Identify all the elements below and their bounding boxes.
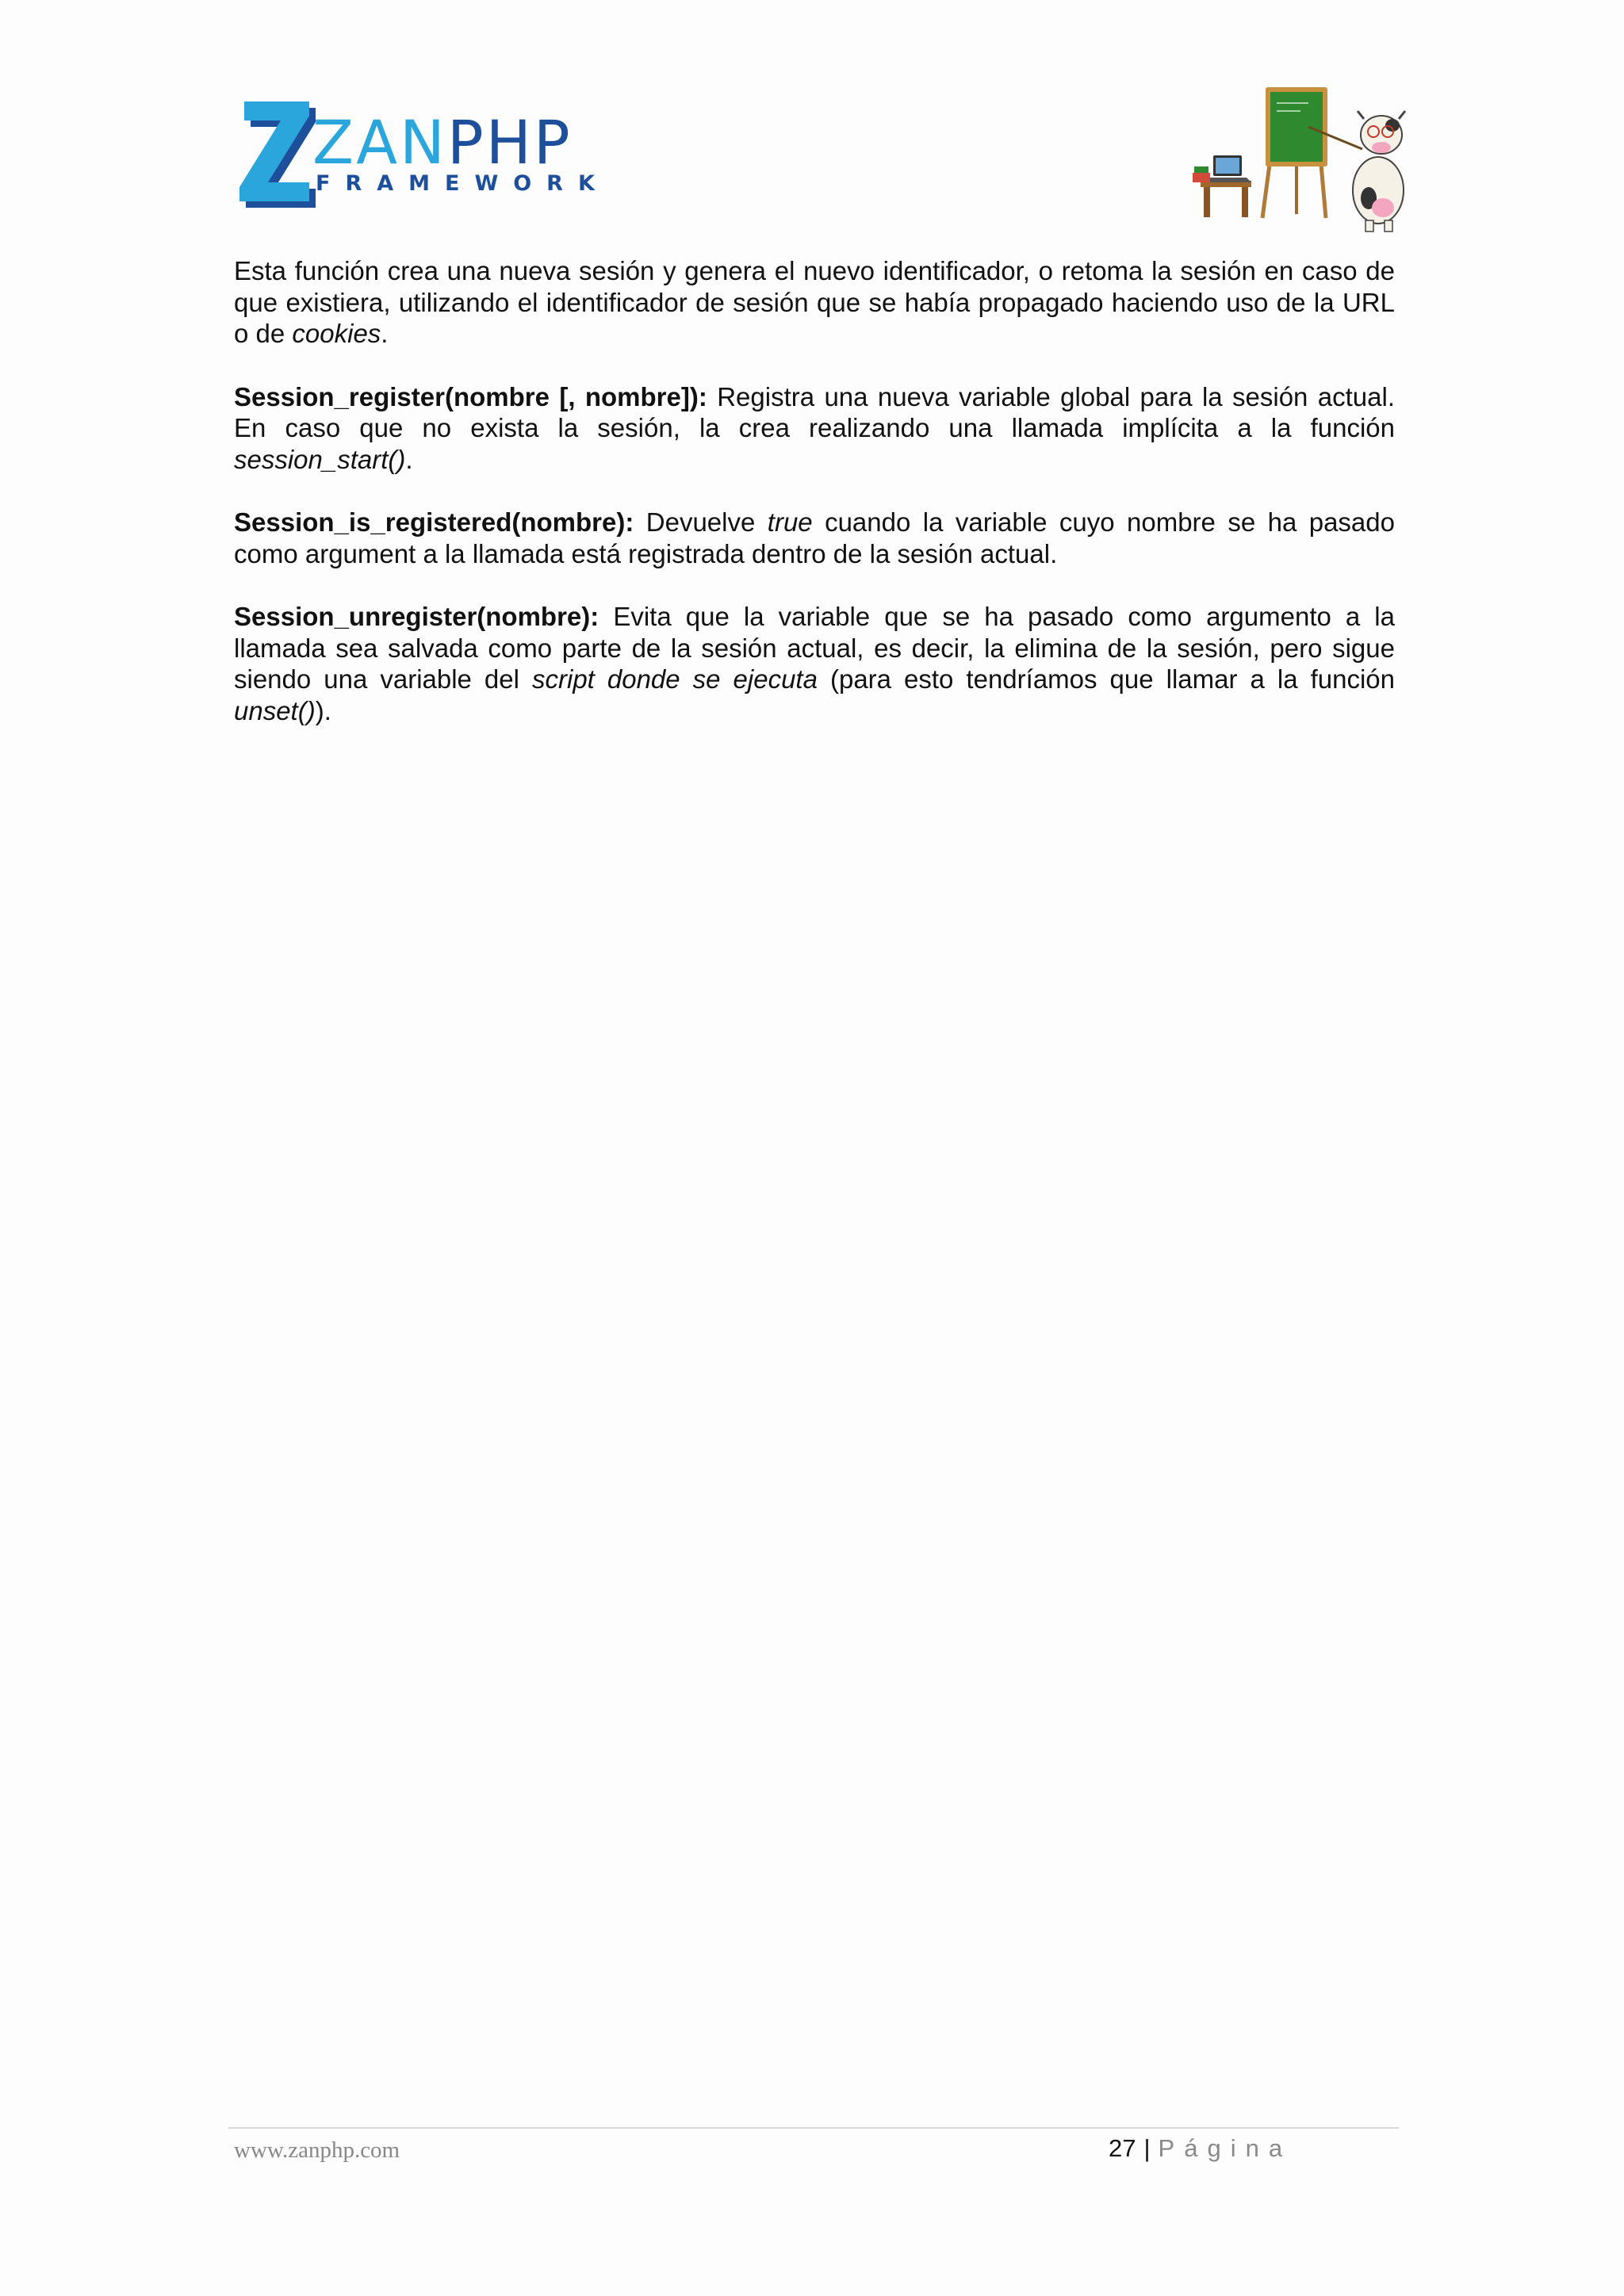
z-logo-icon	[239, 100, 319, 220]
text-run: Devuelve	[634, 507, 768, 537]
paragraph-session-register	[234, 381, 1395, 476]
text-run: ).	[315, 695, 331, 725]
text-run: Registra una nueva variable global para la sesión actual. En caso que no exista la sesión, la crea realizando una llamada implícita a la función	[234, 381, 1395, 442]
text-run: .	[405, 444, 413, 474]
page-number: 27	[1109, 2134, 1136, 2162]
logo-name-php: PHP	[446, 107, 573, 178]
italic-term: true	[767, 507, 813, 537]
text-run: cuando la variable cuyo nombre se ha pasado como argument a la llamada está registrada dentro de la sesión actual.	[234, 507, 1395, 568]
paragraph-session-start	[234, 255, 1395, 350]
paragraph-session-is-registered	[234, 507, 1395, 569]
zanphp-logo	[239, 100, 610, 220]
text-run: (para esto tendríamos que llamar a la función	[817, 664, 1395, 694]
footer-page-number	[1109, 2134, 1292, 2163]
page-separator: |	[1143, 2134, 1151, 2162]
footer-url: www.zanphp.com	[234, 2137, 400, 2163]
function-name: Session_is_registered(nombre):	[234, 507, 634, 537]
italic-term: script donde se ejecuta	[532, 664, 818, 694]
text-run: Esta función crea una nueva sesión y genera el nuevo identificador, o retoma la sesión en caso de que existiera, utilizando el identificador de sesión que se había propagado haciendo uso de la URL o de	[234, 256, 1395, 348]
footer-divider	[228, 2127, 1399, 2129]
italic-term: cookies	[292, 319, 381, 348]
text-run: Evita que la variable que se ha pasado como argumento a la llamada sea salvada como parte de la sesión actual, es decir, la elimina de la sesión, pero sigue siendo una variable del	[234, 602, 1395, 694]
cow-teacher-chalkboard-icon	[1189, 79, 1419, 234]
function-name: Session_unregister(nombre):	[234, 602, 599, 631]
paragraph-session-unregister	[234, 601, 1395, 726]
function-name: Session_register(nombre [, nombre]):	[234, 381, 707, 411]
text-run: .	[381, 319, 389, 348]
italic-term: unset()	[234, 695, 316, 725]
logo-tagline: FRAMEWORK	[316, 171, 610, 196]
page-word: Página	[1158, 2134, 1293, 2162]
document-body	[234, 255, 1395, 758]
logo-name-zan: ZAN	[312, 107, 447, 178]
logo-wordmark	[312, 107, 573, 178]
italic-term: session_start()	[234, 444, 406, 474]
